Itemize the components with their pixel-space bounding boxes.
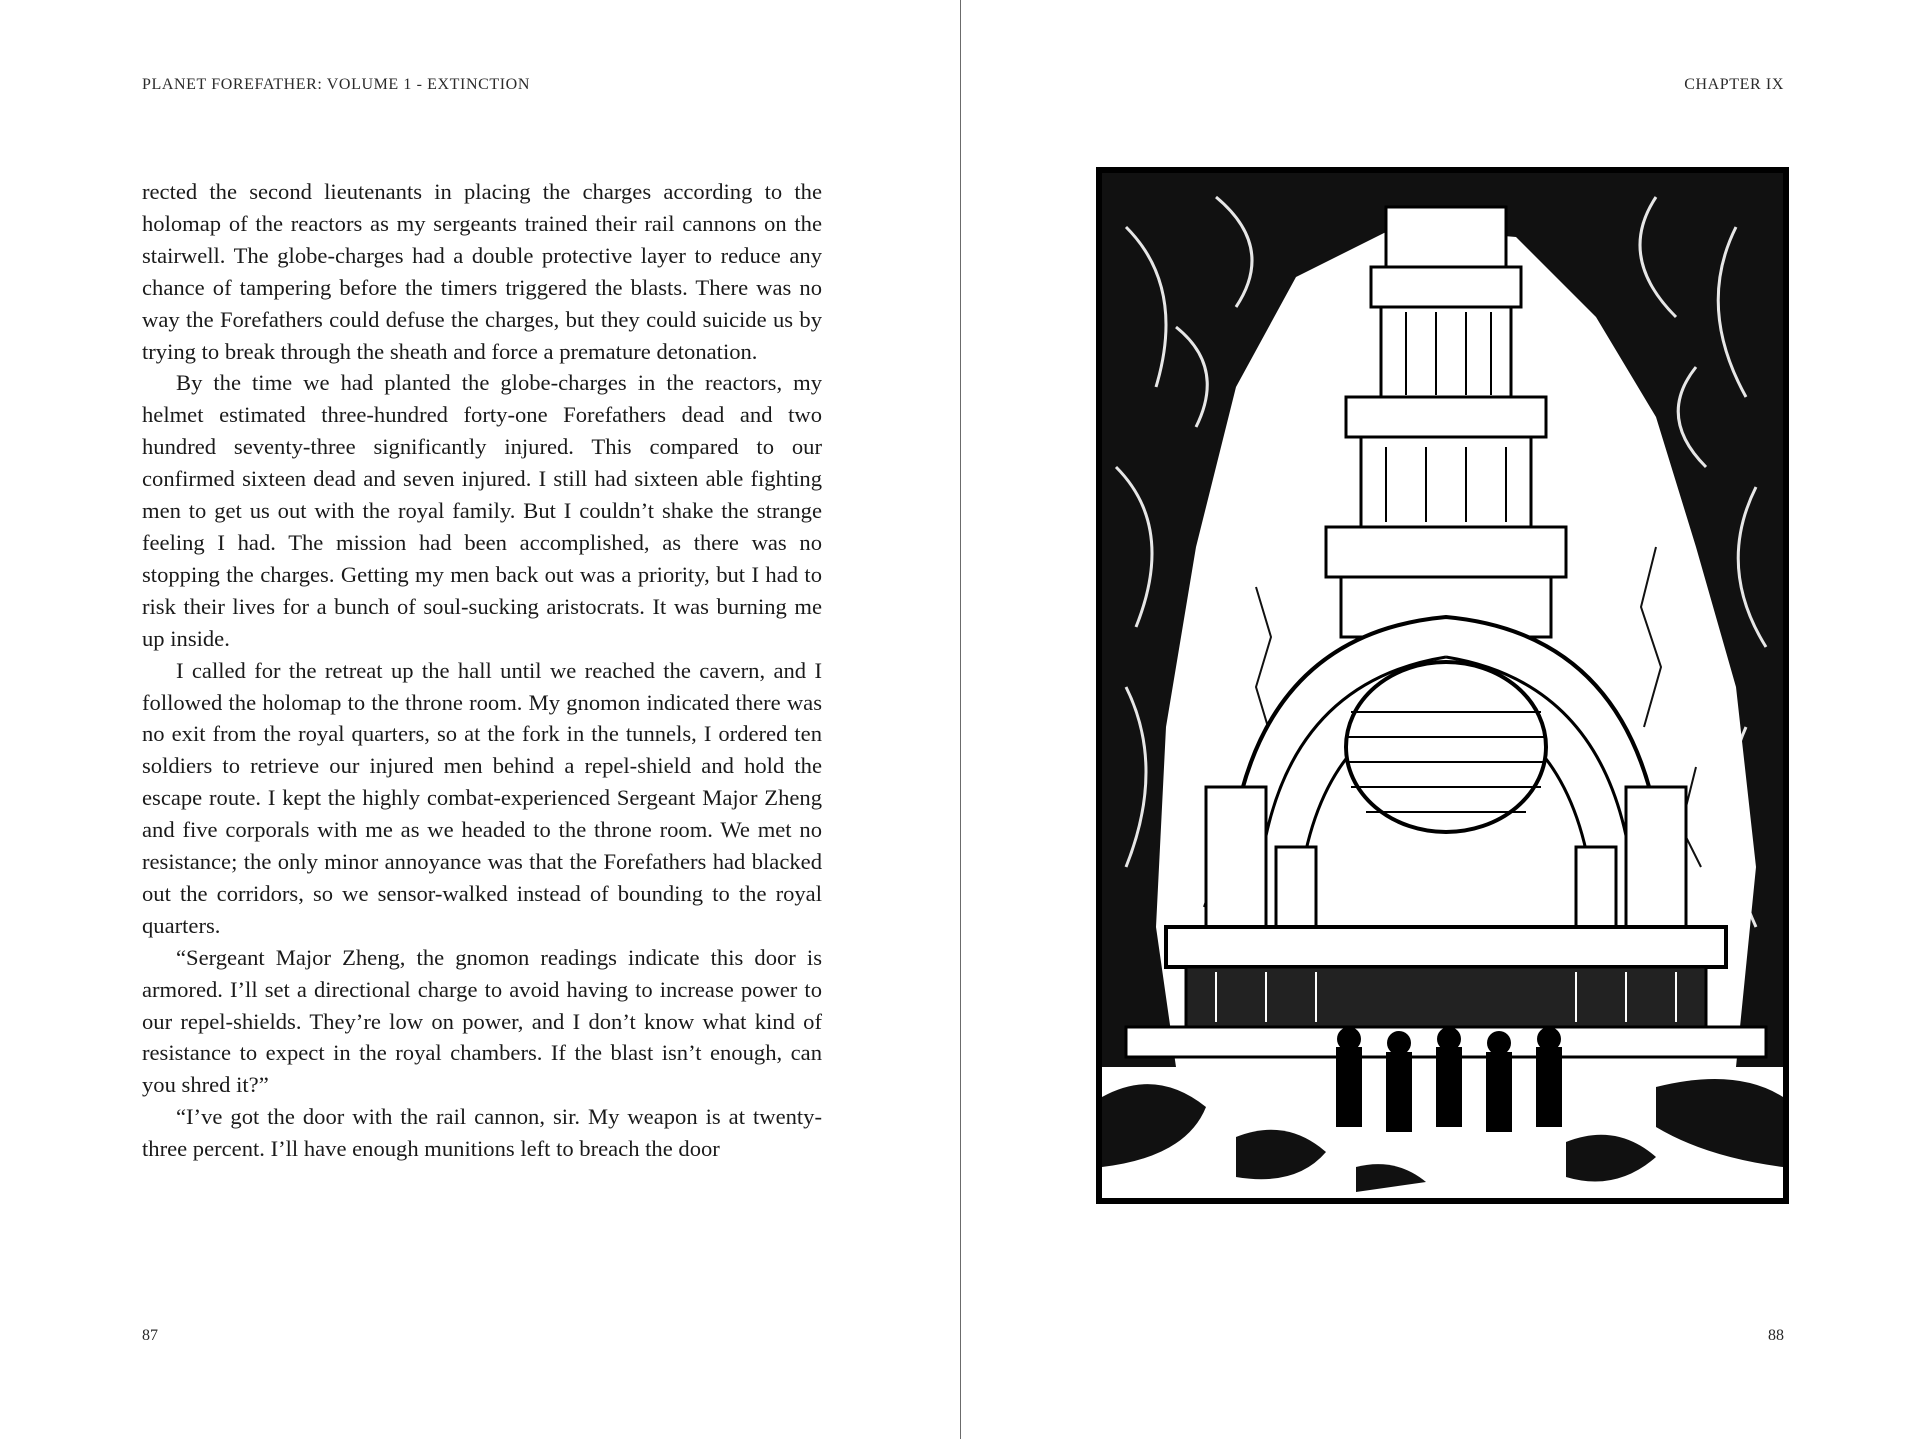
body-text [142, 176, 822, 1165]
paragraph: rected the second lieutenants in placing the charges according to the holomap of the reactors as my sergeants trained their rail cannons on the stairwell. The globe-charges had a double protective layer to reduce any chance of tampering before the timers triggered the blasts. There was no way the Forefathers could defuse the charges, but they could suicide us by trying to break through the sheath and force a premature detonation. [142, 179, 822, 364]
paragraph: By the time we had planted the globe-charges in the reactors, my helmet estimated three-hundred forty-one Forefathers dead and two hundred seventy-three significantly injured. This compared to our confirmed sixteen dead and seven injured. I still had sixteen able fighting men to get us out with the royal family. But I couldn’t shake the strange feeling I had. The mission had been accomplished, as there was no stopping the charges. Getting my men back out was a priority, but I had to risk their lives for a bunch of soul-sucking aristocrats. It was burning me up inside. [142, 370, 822, 651]
running-head-right: CHAPTER IX [1684, 76, 1784, 93]
page-number-left: 87 [142, 1327, 158, 1344]
paragraph: “I’ve got the door with the rail cannon, sir. My weapon is at twenty-three percent. I’ll have enough munitions left to breach the door [142, 1104, 822, 1162]
page-number-right: 88 [1768, 1327, 1784, 1344]
running-head-left: PLANET FOREFATHER: VOLUME 1 - EXTINCTION [142, 76, 530, 93]
right-page [961, 0, 1920, 1439]
reactor-tower-illustration [1096, 167, 1789, 1204]
paragraph: “Sergeant Major Zheng, the gnomon readings indicate this door is armored. I’ll set a directional charge to avoid having to increase power to our repel-shields. They’re low on power, and I don’t know what kind of resistance to expect in the royal chambers. If the blast isn’t enough, can you shred it?” [142, 944, 822, 1098]
paragraph: I called for the retreat up the hall until we reached the cavern, and I followed the holomap to the throne room. My gnomon indicated there was no exit from the royal quarters, so at the fork in the tunnels, I ordered ten soldiers to retrieve our injured men behind a repel-shield and hold the escape route. I kept the highly combat-experienced Sergeant Major Zheng and five corporals with me as we headed to the throne room. We met no resistance; the only minor annoyance was that the Forefathers had blacked out the corridors, so we sensor-walked instead of bounding to the royal quarters. [142, 657, 822, 938]
illustration-icon [1096, 167, 1789, 1204]
